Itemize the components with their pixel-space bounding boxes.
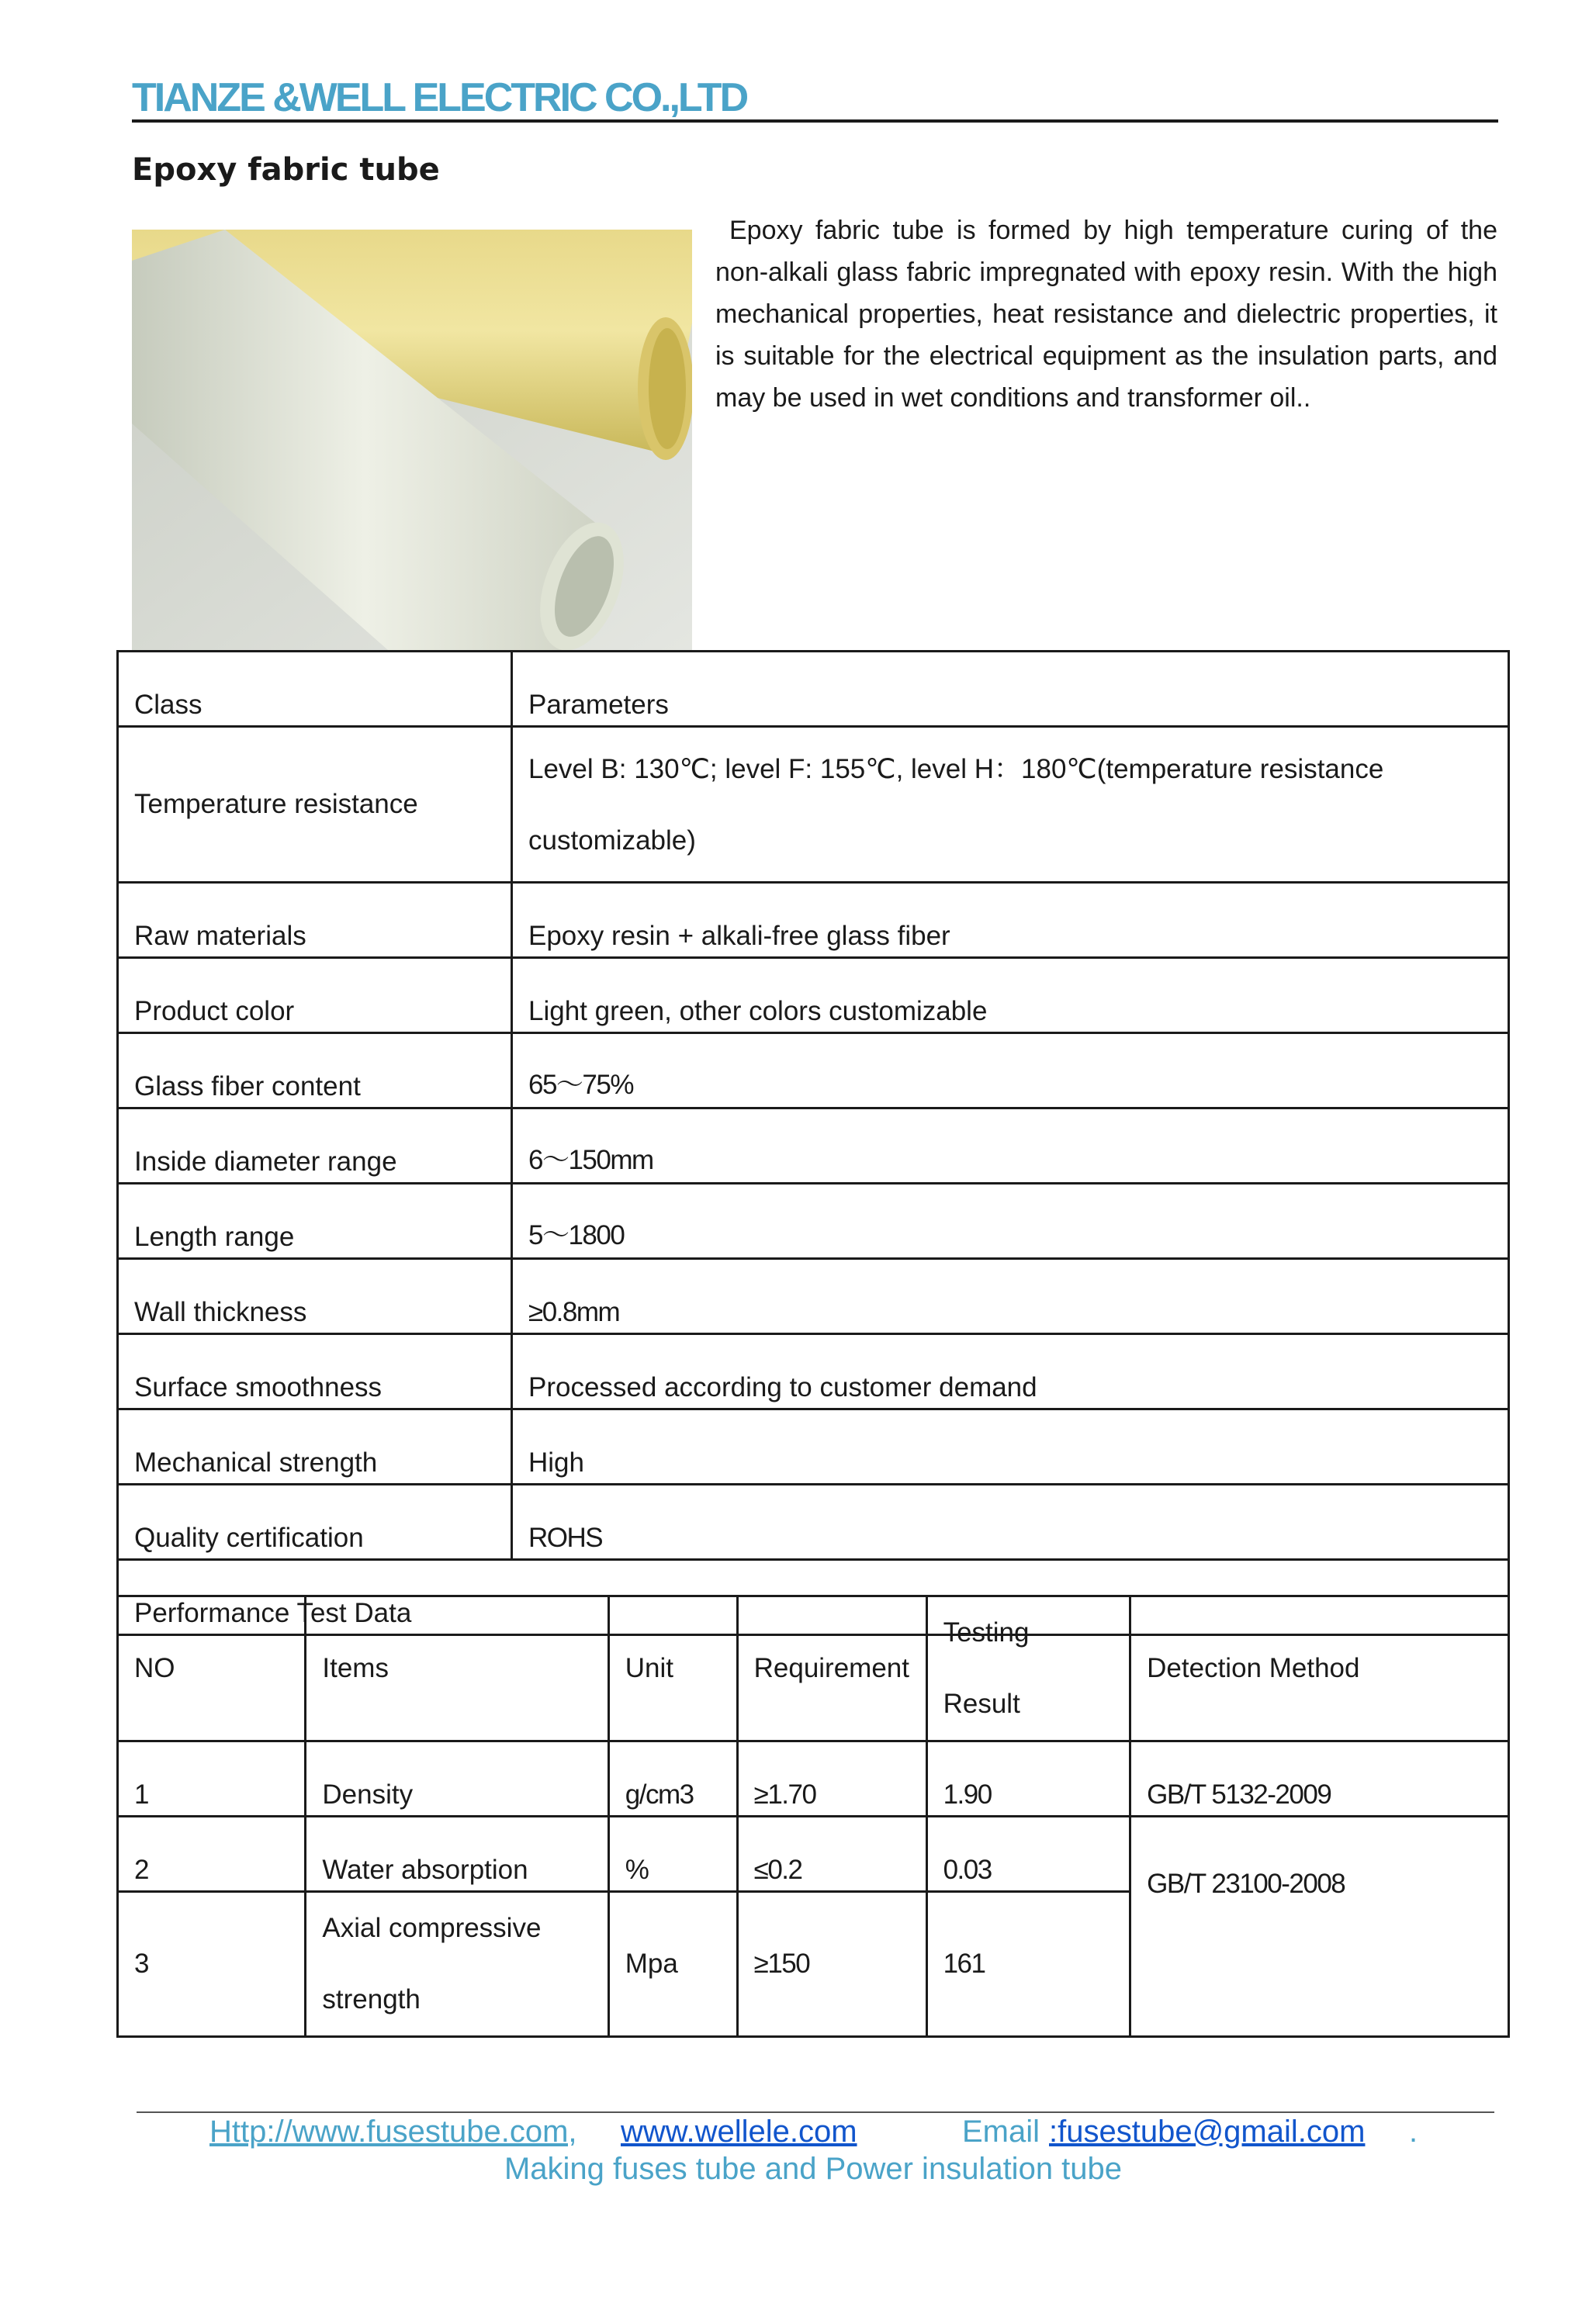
spec-value: 5～1800: [512, 1184, 1509, 1259]
row-unit: Mpa: [608, 1892, 737, 2037]
row-item: Axial compressive strength: [306, 1892, 608, 2037]
row-no: 2: [118, 1817, 306, 1892]
spec-row: [118, 1108, 1509, 1184]
row-requirement: ≤0.2: [737, 1817, 926, 1892]
header-unit: Unit: [608, 1596, 737, 1741]
spec-row: [118, 958, 1509, 1033]
spec-value: Light green, other colors customizable: [512, 958, 1509, 1033]
spec-header-class: Class: [118, 652, 512, 727]
row-result: 1.90: [926, 1741, 1130, 1817]
spec-class: Product color: [118, 958, 512, 1033]
spec-class: Mechanical strength: [118, 1409, 512, 1485]
spec-row: [118, 1184, 1509, 1259]
product-description: Epoxy fabric tube is formed by high temperature curing of the non-alkali glass fabric impregnated with epoxy resin. With the high mechanical properties, heat resistance and dielectric properties, it is suitable for the electrical equipment as the insulation parts, and may be used in wet conditions and transformer oil..: [715, 216, 1497, 413]
performance-title: Performance Test Data: [118, 1560, 1509, 1635]
row-no: 3: [118, 1892, 306, 2037]
spec-value: ROHS: [512, 1485, 1509, 1560]
spec-class: Raw materials: [118, 883, 512, 958]
product-title: Epoxy fabric tube: [132, 152, 440, 188]
email-link[interactable]: :fusestube@gmail.com: [1049, 2115, 1366, 2149]
spec-value: Epoxy resin + alkali-free glass fiber: [512, 883, 1509, 958]
company-name: TIANZE &WELL ELECTRIC CO.,LTD: [132, 75, 747, 120]
performance-header-row: [118, 1596, 1509, 1741]
spec-row: [118, 883, 1509, 958]
row-result: 161: [926, 1892, 1130, 2037]
spec-class: Quality certification: [118, 1485, 512, 1560]
spec-value: Processed according to customer demand: [512, 1334, 1509, 1409]
spec-class: Inside diameter range: [118, 1108, 512, 1184]
spec-row: [118, 1409, 1509, 1485]
performance-row: [118, 1817, 1509, 1892]
header-rule: [132, 119, 1498, 123]
spec-header-parameters: Parameters: [512, 652, 1509, 727]
footer-rule: [137, 2111, 1494, 2113]
spec-class: Temperature resistance: [118, 727, 512, 883]
footer-tagline: Making fuses tube and Power insulation tube: [504, 2152, 1123, 2186]
row-unit: g/cm3: [608, 1741, 737, 1817]
spec-value: ≥0.8mm: [512, 1259, 1509, 1334]
spec-class: Wall thickness: [118, 1259, 512, 1334]
footer-period: .: [1409, 2115, 1418, 2149]
row-requirement: ≥150: [737, 1892, 926, 2037]
row-item: Density: [306, 1741, 608, 1817]
product-photo: [132, 230, 692, 650]
performance-table: [116, 1595, 1510, 2038]
header-requirement: Requirement: [737, 1596, 926, 1741]
spec-row: [118, 1334, 1509, 1409]
website-link-wellele[interactable]: www.wellele.com: [621, 2115, 857, 2149]
spec-table: [116, 650, 1510, 1636]
spec-value: High: [512, 1409, 1509, 1485]
row-method: GB/T 5132-2009: [1130, 1741, 1509, 1817]
header-items: Items: [306, 1596, 608, 1741]
spec-value: 65～75%: [512, 1033, 1509, 1108]
row-no: 1: [118, 1741, 306, 1817]
row-requirement: ≥1.70: [737, 1741, 926, 1817]
spec-value: Level B: 130℃; level F: 155℃, level H：180℃(temperature resistance customizable): [512, 727, 1509, 883]
email-label: Email: [962, 2115, 1049, 2149]
spec-class: Surface smoothness: [118, 1334, 512, 1409]
row-item: Water absorption: [306, 1817, 608, 1892]
footer-links: [0, 2115, 1589, 2324]
row-method: GB/T 23100-2008: [1130, 1817, 1509, 2037]
row-unit: %: [608, 1817, 737, 1892]
header-no: NO: [118, 1596, 306, 1741]
spec-class: Length range: [118, 1184, 512, 1259]
spec-header-row: [118, 652, 1509, 727]
header-detection-method: Detection Method: [1130, 1596, 1509, 1741]
header-testing-result: Testing Result: [926, 1596, 1130, 1741]
spec-row: [118, 727, 1509, 883]
performance-row: [118, 1741, 1509, 1817]
spec-row: [118, 1259, 1509, 1334]
row-result: 0.03: [926, 1817, 1130, 1892]
spec-value: 6～150mm: [512, 1108, 1509, 1184]
spec-class: Glass fiber content: [118, 1033, 512, 1108]
spec-row: [118, 1033, 1509, 1108]
spec-row: [118, 1485, 1509, 1560]
website-link-fusestube[interactable]: Http://www.fusestube.com,: [209, 2115, 577, 2149]
